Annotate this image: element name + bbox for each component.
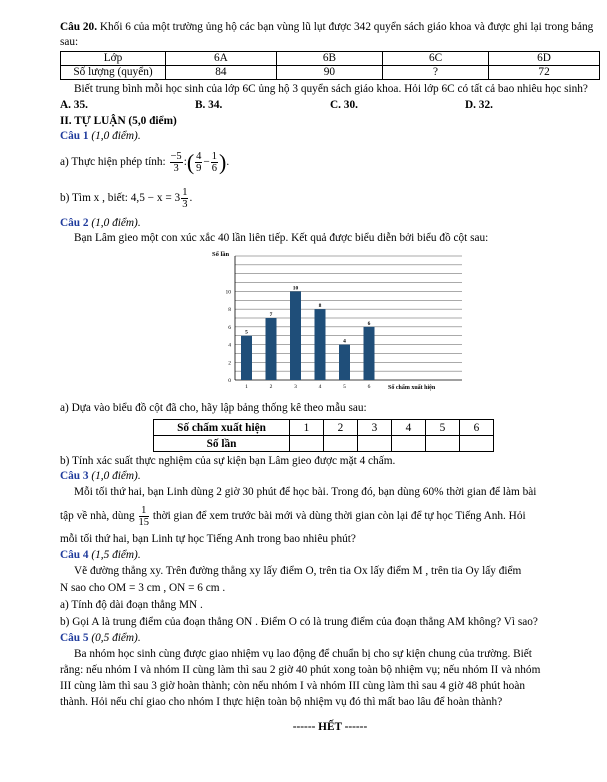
y-tick-label: 2 (228, 360, 231, 367)
period: . (226, 156, 230, 168)
numerator: 1 (139, 505, 150, 517)
table-cell (324, 436, 358, 452)
fraction (195, 151, 202, 174)
denominator: 9 (196, 162, 202, 174)
data-label: 7 (269, 312, 273, 318)
c1-label: Câu 1 (60, 130, 89, 142)
table-cell (460, 436, 494, 452)
x-tick-label: 4 (318, 384, 322, 390)
table-cell: 84 (166, 66, 277, 80)
table-cell: 90 (276, 66, 382, 80)
fraction (181, 187, 188, 210)
table-cell (290, 436, 324, 452)
paren-close: ) (219, 149, 227, 175)
y-axis-label: Số lần (212, 251, 230, 258)
c4-b: b) Gọi A là trung điểm của đoạn thẳng ON . Điểm O có là trung điểm của đoạn thẳng AM không? Vì sao? (60, 616, 538, 628)
exam-page (60, 20, 600, 735)
c3-label: Câu 3 (60, 470, 89, 482)
bar (339, 345, 350, 380)
c3-line1: Mỗi tối thứ hai, bạn Linh dùng 2 giờ 30 phút để học bài. Trong đó, bạn dùng 60% thời gian để làm bài (74, 486, 537, 498)
c2-label: Câu 2 (60, 217, 89, 229)
c2-text: Bạn Lâm gieo một con xúc xắc 40 lần liên tiếp. Kết quả được biểu diễn bởi biểu đồ cột sau: (74, 232, 489, 244)
end-marker: ------ HẾT ------ (292, 721, 368, 733)
table-cell: 6C (382, 52, 488, 66)
data-label: 4 (343, 338, 346, 345)
table-cell: 6D (489, 52, 600, 66)
y-tick-label: 10 (225, 289, 231, 296)
bar (290, 291, 301, 380)
option-d: D. 32. (465, 99, 493, 111)
bar (364, 327, 375, 380)
x-tick-label: 1 (245, 384, 248, 390)
table-cell: 3 (358, 420, 392, 436)
x-axis-label: Số chấm xuất hiện (388, 385, 436, 391)
table-cell (426, 436, 460, 452)
part2-title: II. TỰ LUẬN (5,0 điểm) (60, 115, 177, 127)
c1-b-expr: 4,5 − x = 3 (130, 192, 181, 204)
c4-line2: N sao cho OM = 3 cm , ON = 6 cm . (60, 582, 226, 594)
option-b: B. 34. (195, 99, 223, 111)
c4-label: Câu 4 (60, 549, 89, 561)
operator: : (183, 156, 187, 168)
denominator: 3 (173, 162, 179, 174)
table-cell: Lớp (61, 52, 166, 66)
denominator: 6 (211, 162, 218, 174)
table-cell: 6B (276, 52, 382, 66)
bar (266, 318, 277, 380)
table-cell: 6A (166, 52, 277, 66)
denominator: 3 (182, 198, 188, 210)
fraction (170, 151, 183, 174)
table-cell: ? (382, 66, 488, 80)
operator: − (203, 156, 210, 168)
c3-heading (60, 469, 600, 484)
x-tick-label: 3 (294, 384, 297, 390)
x-tick-label: 6 (367, 384, 371, 390)
bar-chart-svg (210, 248, 470, 398)
paren-open: ( (186, 149, 195, 175)
table-cell: Số lượng (quyển) (61, 66, 166, 80)
c3-text: thời gian để xem trước bài mới và dùng thời gian còn lại để tự học Tiếng Anh. Hỏi (152, 510, 526, 522)
numerator: 4 (196, 150, 202, 162)
c4-a: a) Tính độ dài đoạn thẳng MN . (60, 599, 203, 611)
bar-chart (210, 248, 600, 401)
c2-a: a) Dựa vào biểu đồ cột đã cho, hãy lập bảng thống kê theo mẫu sau: (60, 402, 367, 414)
c5-line3: III cùng làm thì sau 3 giờ hoàn thành; còn nếu nhóm I và nhóm III cùng làm thì sau 4 giờ 48 phút hoàn (60, 680, 525, 692)
c4-heading (60, 548, 600, 563)
data-label: 10 (292, 285, 299, 292)
stats-template-table (153, 419, 494, 452)
bar (241, 336, 252, 380)
c1-points: (1,0 điểm). (91, 130, 141, 142)
question-20 (60, 20, 600, 50)
numerator: −5 (170, 150, 182, 162)
c3-points: (1,0 điểm). (91, 470, 141, 482)
table-cell: 6 (460, 420, 494, 436)
data-label: 6 (367, 320, 371, 327)
q20-question: Biết trung bình mỗi học sinh của lớp 6C ủng hộ 3 quyển sách giáo khoa. Hỏi lớp 6C có tất cả bao nhiêu học sinh? (74, 83, 588, 95)
table-cell: 72 (489, 66, 600, 80)
c1-b (60, 180, 600, 216)
c2-heading (60, 216, 600, 231)
c1-b-text: b) Tìm x , biết: (60, 192, 128, 204)
x-tick-label: 5 (343, 384, 346, 390)
c1-a (60, 144, 600, 180)
table-cell: 4 (392, 420, 426, 436)
c5-line4: thành. Hỏi nếu chỉ giao cho nhóm I thực hiện toàn bộ nhiệm vụ đó thì mất bao lâu để hoàn thành? (60, 696, 503, 708)
c3-text: tập về nhà, dùng (60, 510, 135, 522)
table-cell: 1 (290, 420, 324, 436)
denominator: 15 (138, 516, 149, 528)
table-cell (358, 436, 392, 452)
y-tick-label: 4 (228, 342, 231, 349)
c5-line1: Ba nhóm học sinh cùng được giao nhiệm vụ lao động để chuẩn bị cho sự kiện chung của trường. Biết (74, 648, 532, 660)
y-tick-label: 0 (228, 378, 231, 384)
data-label: 8 (318, 303, 322, 310)
table-cell: 5 (426, 420, 460, 436)
c5-points: (0,5 điểm). (91, 632, 141, 644)
q20-label: Câu 20. (60, 21, 98, 33)
y-tick-label: 8 (228, 307, 231, 314)
c5-label: Câu 5 (60, 632, 89, 644)
x-tick-label: 2 (269, 384, 273, 390)
numerator: 1 (182, 186, 188, 198)
c5-heading (60, 631, 600, 646)
option-c: C. 30. (330, 99, 358, 111)
table-cell: Số lần (154, 436, 290, 452)
fraction (211, 151, 218, 174)
c5-line2: rằng: nếu nhóm I và nhóm II cùng làm thì sau 2 giờ 40 phút xong toàn bộ nhiệm vụ; nếu nhóm II và nhóm (60, 664, 541, 676)
c1-a-text: a) Thực hiện phép tính: (60, 156, 166, 168)
table-cell: Số chấm xuất hiện (154, 420, 290, 436)
numerator: 1 (211, 150, 218, 162)
c4-line1: Vẽ đường thẳng xy. Trên đường thẳng xy lấy điểm O, trên tia Ox lấy điểm M , trên tia Oy lấy điểm (74, 565, 522, 577)
q20-options (60, 98, 600, 113)
fraction (139, 505, 150, 528)
data-label: 5 (245, 329, 248, 336)
option-a: A. 35. (60, 99, 88, 111)
period: . (189, 192, 193, 204)
q20-text: Khối 6 của một trường ủng hộ các bạn vùng lũ lụt được 342 quyển sách giáo khoa và được ghi lại trong bảng sau: (60, 21, 594, 48)
donation-table (60, 51, 600, 80)
table-cell (392, 436, 426, 452)
c1-heading (60, 129, 600, 144)
c2-points: (1,0 điểm). (91, 217, 141, 229)
c3-line2 (60, 501, 600, 531)
c2-b: b) Tính xác suất thực nghiệm của sự kiện bạn Lâm gieo được mặt 4 chấm. (60, 455, 396, 467)
y-tick-label: 6 (228, 324, 231, 331)
c3-line3: mỗi tối thứ hai, bạn Linh tự học Tiếng Anh trong bao nhiêu phút? (60, 533, 356, 545)
bar (315, 309, 326, 380)
table-cell: 2 (324, 420, 358, 436)
c4-points: (1,5 điểm). (91, 549, 141, 561)
